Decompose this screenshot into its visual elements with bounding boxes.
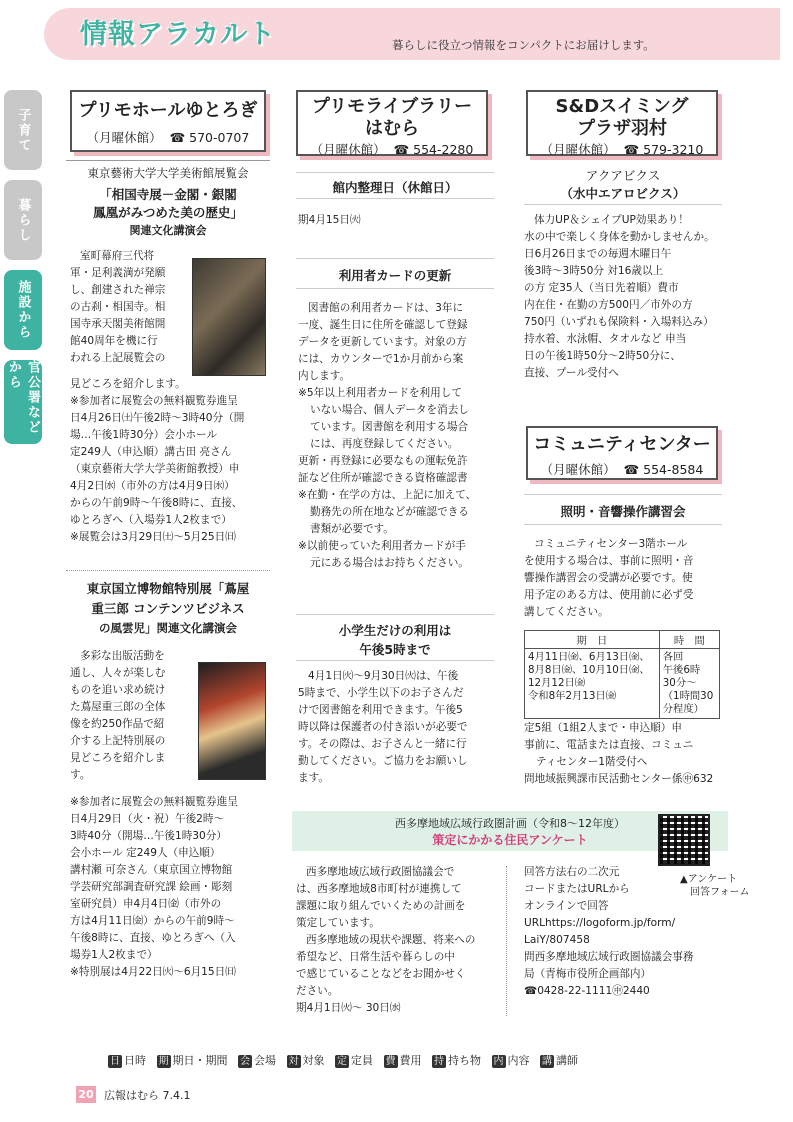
event2-title-3: の風雲児」関連文化講演会	[99, 621, 237, 635]
venue-name: プリモライブラリー	[311, 96, 473, 117]
page-number: 20	[76, 1086, 96, 1103]
sec-card-title: 利用者カードの更新	[338, 268, 452, 283]
divider	[506, 866, 507, 1016]
venue-name-2: プラザ羽村	[577, 118, 667, 139]
event1-title-1: 「相国寺展－金閣・銀閣	[99, 187, 237, 202]
sec-closing-date: 期4月15日㈫	[298, 214, 361, 226]
divider	[524, 494, 722, 495]
divider	[296, 198, 494, 199]
enquete-url-2[interactable]: LaiY/807458	[524, 934, 590, 946]
divider	[296, 614, 494, 615]
event2-title-2: 重三郎 コンテンツビジネス	[91, 601, 245, 616]
aqua-body: 体力UP＆シェイプUP効果あり！ 水の中で楽しく身体を動かしませんか。 日6月26日までの毎週木曜日午 後3時～3時50分 対16歳以上 の方 定35人（当日先着順）費市 内在住・在勤の方500円／市外の方 750円（いずれも保険料・入場料込み） 持水着、水泳帽、タオルなど 申当 日の午後1時50分～2時50分に、 直接、プール受付へ	[524, 214, 715, 379]
page-title: 情報アラカルト	[80, 19, 276, 50]
tab-kurashi[interactable]: 暮らし	[4, 180, 42, 260]
venue-library	[296, 90, 488, 156]
venue-swimming	[526, 90, 718, 156]
light-body: コミュニティセンター3階ホール を使用する場合は、事前に照明・音 響操作講習会の受講が必要です。使 用予定のある方は、使用前に必ず受 講してください。	[524, 538, 694, 618]
table-header-date: 期 日	[525, 631, 660, 649]
table-header-time: 時 間	[659, 631, 719, 649]
tab-kosodate[interactable]: 子育て	[4, 90, 42, 170]
event1-title-2: 鳳凰がみつめた美の歴史」	[93, 205, 243, 220]
sec-card-body: 図書館の利用者カードは、3年に 一度、誕生日に住所を確認して登録 データを更新しています。対象の方 には、カウンターで1か月前から案 内します。 ※5年以上利用者カードを利用して いない場合、個人データを消去し ています。図書館を利用する場合 には、再度登録してください。 更新・再登録に必要なもの運転免許 証など住所が確認できる資格確認書 ※在勤・在学の方は、上記に加えて、 勤務先の所在地などが確認できる 書類が必要です。 ※以前使っていた利用者カードが手 元にある場合はお持ちください。	[298, 302, 477, 569]
page-subtitle: 暮らしに役立つ情報をコンパクトにお届けします。	[392, 38, 655, 52]
event1-sub: 関連文化講演会	[129, 224, 207, 237]
divider	[296, 258, 494, 259]
event2-intro: 多彩な出版活動を 通し、人々が楽しむ ものを追い求め続け た蔦屋重三郎の全体 像を約250作品で紹 介する上記特別展の 見どころを紹介しま す。	[70, 650, 166, 781]
venue-community	[526, 426, 718, 480]
footer-text: 広報はむら 7.4.1	[104, 1089, 191, 1102]
venue-info: （月曜休館） ☎ 579-3210	[540, 142, 704, 157]
sec-kids-title-1: 小学生だけの利用は	[338, 623, 452, 638]
legend: 日 日時 期 期日・期間 会 会場 対 対象 定 定員 費 費用 持 持ち物 内 内容 講 講師	[110, 1054, 578, 1067]
sec-closing-title: 館内整理日（休館日）	[332, 180, 458, 195]
aqua-title-1: アクアビクス	[585, 168, 661, 183]
enquete-left: 西多摩地域広域行政圏協議会で は、西多摩地域8市町村が連携して 課題に取り組んでいくための計画を 策定しています。 西多摩地域の現状や課題、将来への 希望など、日常生活や暮らしの中 で感じていることなどをお聞かせく ださい。 期4月1日㈫～ 30日㈬	[296, 866, 476, 1014]
venue-name: コミュニティセンター	[533, 434, 711, 455]
divider	[296, 288, 494, 289]
venue-info: （月曜休館） ☎ 554-2280	[310, 142, 474, 157]
shokokuji-poster-image	[192, 258, 266, 376]
qr-caption-2: 回答フォーム	[690, 887, 750, 898]
venue-info: （月曜休館） ☎ 554-8584	[540, 462, 704, 477]
enquete-line-2: 策定にかかる住民アンケート	[432, 833, 588, 847]
sec-kids-title-2: 午後5時まで	[359, 642, 431, 657]
divider	[524, 204, 722, 205]
schedule-table	[524, 630, 720, 719]
event1-details: 見どころを紹介します。 ※参加者に展覧会の無料観覧券進呈 日4月26日㈯午後2時～3時40分（開 場…午後1時30分）会小ホール 定249人（申込順）講古田 亮さん （東京藝術大学大学美術館教授）申 4月2日㈬（市外の方は4月9日㈬） からの午前9時～午後8時に、直接、 ゆとろぎへ（入場券1人2枚まで） ※展覧会は3月29日㈯～5月25日㈰	[70, 378, 245, 543]
divider	[66, 570, 270, 571]
tab-shisetsu[interactable]: 施設から	[4, 270, 42, 350]
divider	[524, 524, 722, 525]
venue-yutorogi	[70, 90, 266, 152]
table-cell-dates: 4月11日㈮、6月13日㈮、 8月8日㈮、10月10日㈮、 12月12日㈮ 令和8年2月13日㈮	[525, 649, 660, 719]
event2-details: ※参加者に展覧会の無料観覧券進呈 日4月29日（火・祝）午後2時～ 3時40分（開場…午後1時30分） 会小ホール 定249人（申込順） 講村瀬 可奈さん（東京国立博物館 学芸研究部調査研究課 絵画・彫刻 室研究員）申4月4日㈮（市外の 方は4月11日㈮）からの午前9時～ 午後8時に、直接、ゆとろぎへ（入 場券1人2枚まで） ※特別展は4月22日㈫～6月15日㈰	[70, 796, 238, 978]
table-cell-time: 各回 午後6時 30分～ （1時間30 分程度）	[659, 649, 719, 719]
tsutaya-poster-image	[198, 662, 266, 780]
qr-code-image[interactable]	[658, 814, 710, 866]
event2-title-1: 東京国立博物館特別展「蔦屋	[86, 581, 250, 596]
light-title: 照明・音響操作講習会	[560, 504, 686, 519]
event1-intro: 室町幕府三代将 軍・足利義満が発願 し、創建された禅宗 の古刹・相国寺。相 国寺承天閣美術館開 館40周年を機に行 われる上記展覧会の	[70, 250, 166, 364]
event1-org: 東京藝術大学大学美術館展覧会	[87, 166, 249, 180]
enquete-right: 回答方法右の二次元 コードまたはURLから オンラインで回答 URLhttps://logoform.jp/form/ LaiY/807458 問西多摩地域広域行政圏協議会事務 局（青梅市役所企画部内） ☎0428-22-1111㊥2440	[524, 864, 734, 1000]
divider	[66, 160, 270, 161]
venue-name: S&Dスイミング	[555, 96, 689, 117]
sec-kids-body: 4月1日㈫～9月30日㈫は、午後 5時まで、小学生以下のお子さんだ けで図書館を利用できます。午後5 時以降は保護者の付き添いが必要で す。その際は、お子さんと一緒に行 動してください。ご協力をお願いし ます。	[298, 670, 468, 784]
aqua-title-2: （水中エアロビクス）	[560, 186, 686, 201]
enquete-line-1: 西多摩地域広域行政圏計画（令和8～12年度）	[395, 817, 625, 830]
divider	[296, 660, 494, 661]
venue-name: プリモホールゆとろぎ	[78, 100, 258, 121]
qr-caption-1: ▲アンケート	[680, 874, 738, 885]
tab-kankousho[interactable]: 官公署などから	[4, 360, 42, 444]
venue-name-2: はむら	[365, 118, 419, 139]
venue-info: （月曜休館） ☎ 570-0707	[86, 130, 250, 145]
light-after: 定5組（1組2人まで・申込順）申 事前に、電話または直接、コミュニ ティセンター1階受付へ 問地域振興課市民活動センター係㊥632	[524, 722, 714, 785]
divider	[296, 172, 494, 173]
enquete-url[interactable]: URLhttps://logoform.jp/form/	[524, 917, 676, 929]
